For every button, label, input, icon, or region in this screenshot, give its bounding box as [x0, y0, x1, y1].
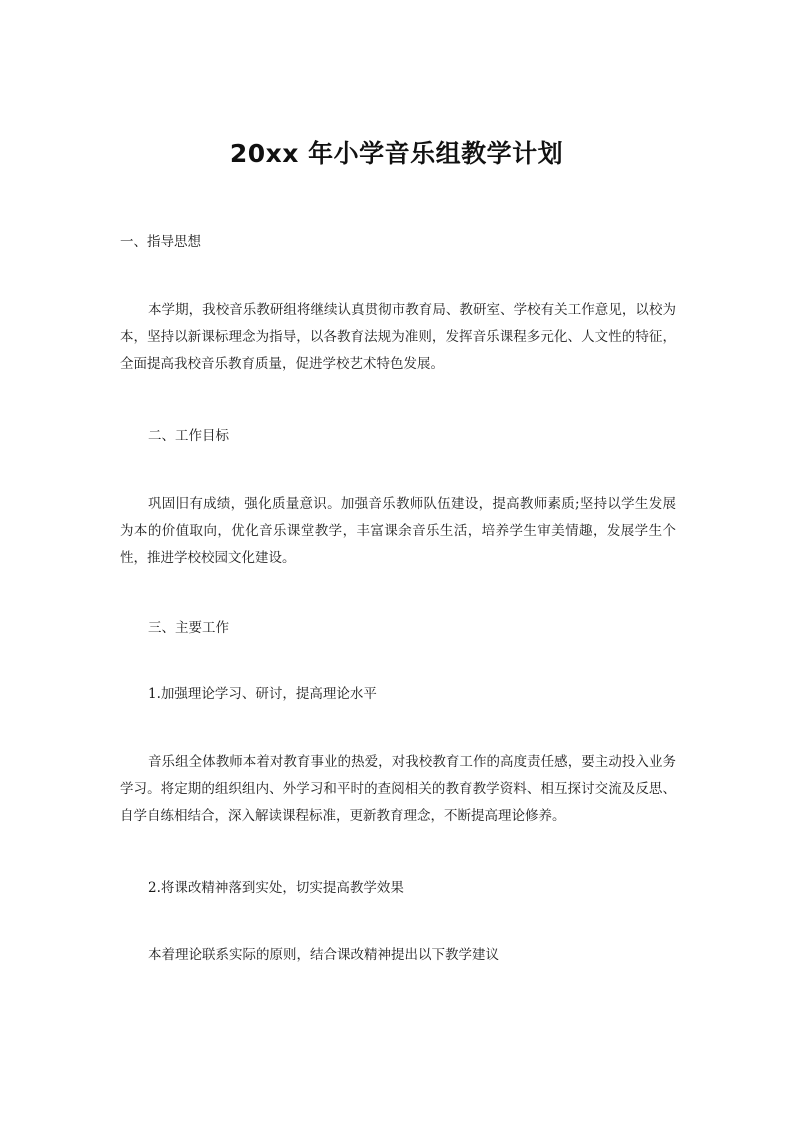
document-title: 20xx 年小学音乐组教学计划: [229, 139, 564, 168]
paragraph-work-goals: 巩固旧有成绩，强化质量意识。加强音乐教师队伍建设，提高教师素质;坚持以学生发展为本的价值取向，优化音乐课堂教学，丰富课余音乐生活，培养学生审美情趣，发展学生个性，推进学校校园文化建设。: [120, 496, 676, 566]
section-heading-work-goals: 二、工作目标: [148, 428, 229, 444]
paragraph-guiding-ideology: 本学期，我校音乐教研组将继续认真贯彻市教育局、教研室、学校有关工作意见，以校为本，坚持以新课标理念为指导，以各教育法规为准则，发挥音乐课程多元化、人文性的特征，全面提高我校音乐教育质量，促进学校艺术特色发展。: [120, 302, 676, 372]
paragraph-theory-study: 音乐组全体教师本着对教育事业的热爱，对我校教育工作的高度责任感，要主动投入业务学习。将定期的组织组内、外学习和平时的查阅相关的教育教学资料、相互探讨交流及反思、自学自练相结合，深入解读课程标准，更新教育理念，不断提高理论修养。: [120, 754, 676, 824]
section-heading-main-work: 三、主要工作: [148, 620, 229, 636]
section-heading-guiding-ideology: 一、指导思想: [120, 234, 201, 250]
subheading-theory-study: 1.加强理论学习、研讨，提高理论水平: [148, 686, 377, 702]
paragraph-teaching-suggestions: 本着理论联系实际的原则，结合课改精神提出以下教学建议: [148, 947, 499, 963]
subheading-curriculum-reform: 2.将课改精神落到实处，切实提高教学效果: [148, 880, 404, 896]
